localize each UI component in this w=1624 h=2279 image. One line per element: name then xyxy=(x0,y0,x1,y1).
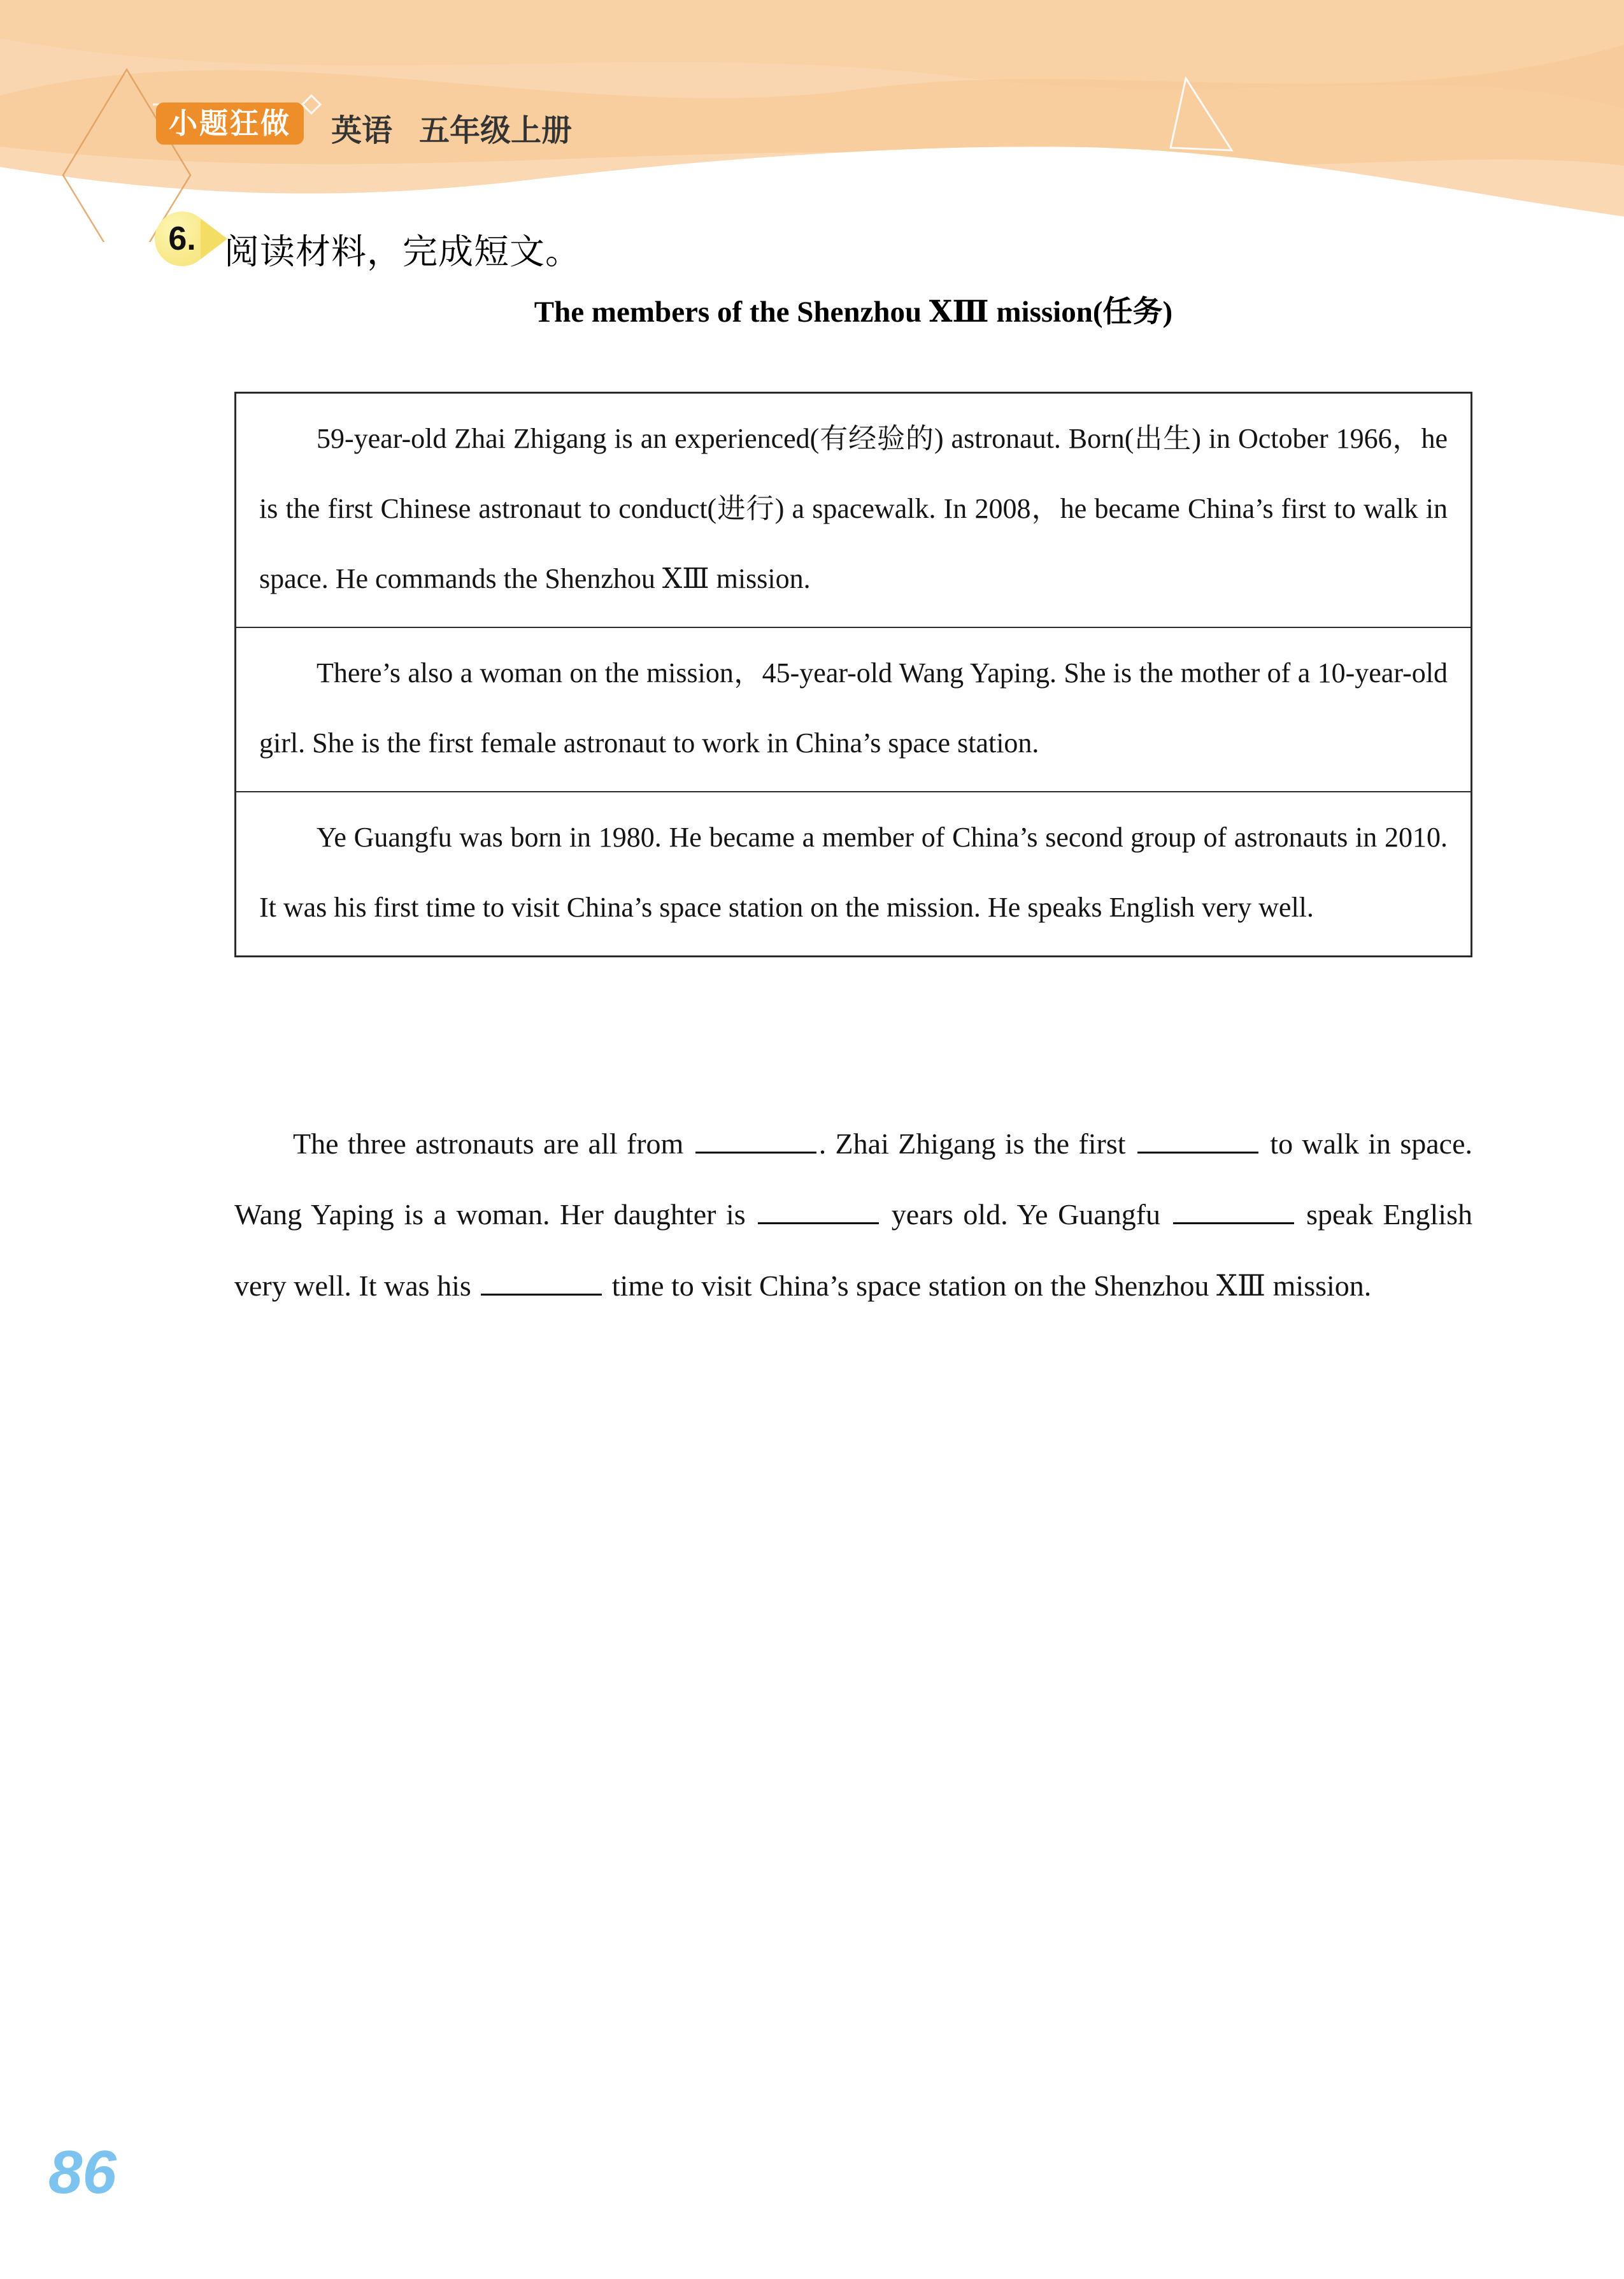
subject-label: 英语 xyxy=(331,113,393,148)
fill-passage-paragraph: The three astronauts are all from . Zhai Zhigang is the first to walk in space. Wang Yaping is a woman. Her daughter is years old. Ye Guangfu speak English very well. It was his time to visit China’s space station on the Shenzhou ⅩⅢ mission. xyxy=(234,1108,1472,1321)
volume-label: 五年级上册 xyxy=(419,113,573,148)
answer-blank[interactable] xyxy=(1137,1125,1258,1154)
question-instruction: 阅读材料，完成短文。 xyxy=(224,232,581,271)
answer-blank[interactable] xyxy=(1173,1196,1294,1224)
question-number-badge xyxy=(155,211,229,266)
question-number: 6. xyxy=(168,220,196,257)
reading-box xyxy=(234,392,1472,957)
reading-section-3 xyxy=(236,791,1471,955)
reading-paragraph: There’s also a woman on the mission，45-year-old Wang Yaping. She is the mother of a 10-year-old girl. She is the first female astronaut to work in China’s space station. xyxy=(259,657,1448,759)
reading-paragraph: 59-year-old Zhai Zhigang is an experienced(有经验的) astronaut. Born(出生) in October 1966，he is the first Chinese astronaut to conduct(进行) a spacewalk. In 2008，he became China’s first to walk in space. He commands the Shenzhou ⅩⅢ mission. xyxy=(259,423,1448,594)
passage-title: The members of the Shenzhou ⅩⅢ mission(任务) xyxy=(534,296,1173,329)
answer-blank[interactable] xyxy=(758,1196,879,1224)
series-badge: 小题狂做 xyxy=(156,103,304,145)
answer-blank[interactable] xyxy=(695,1125,816,1154)
header-subject xyxy=(331,106,572,148)
page-number: 86 xyxy=(48,2138,117,2206)
answer-blank[interactable] xyxy=(481,1266,602,1295)
reading-paragraph: Ye Guangfu was born in 1980. He became a member of China’s second group of astronauts in 2010. It was his first time to visit China’s space station on the mission. He speaks English very well. xyxy=(259,822,1448,923)
reading-section-1 xyxy=(236,394,1471,627)
reading-section-2 xyxy=(236,627,1471,791)
